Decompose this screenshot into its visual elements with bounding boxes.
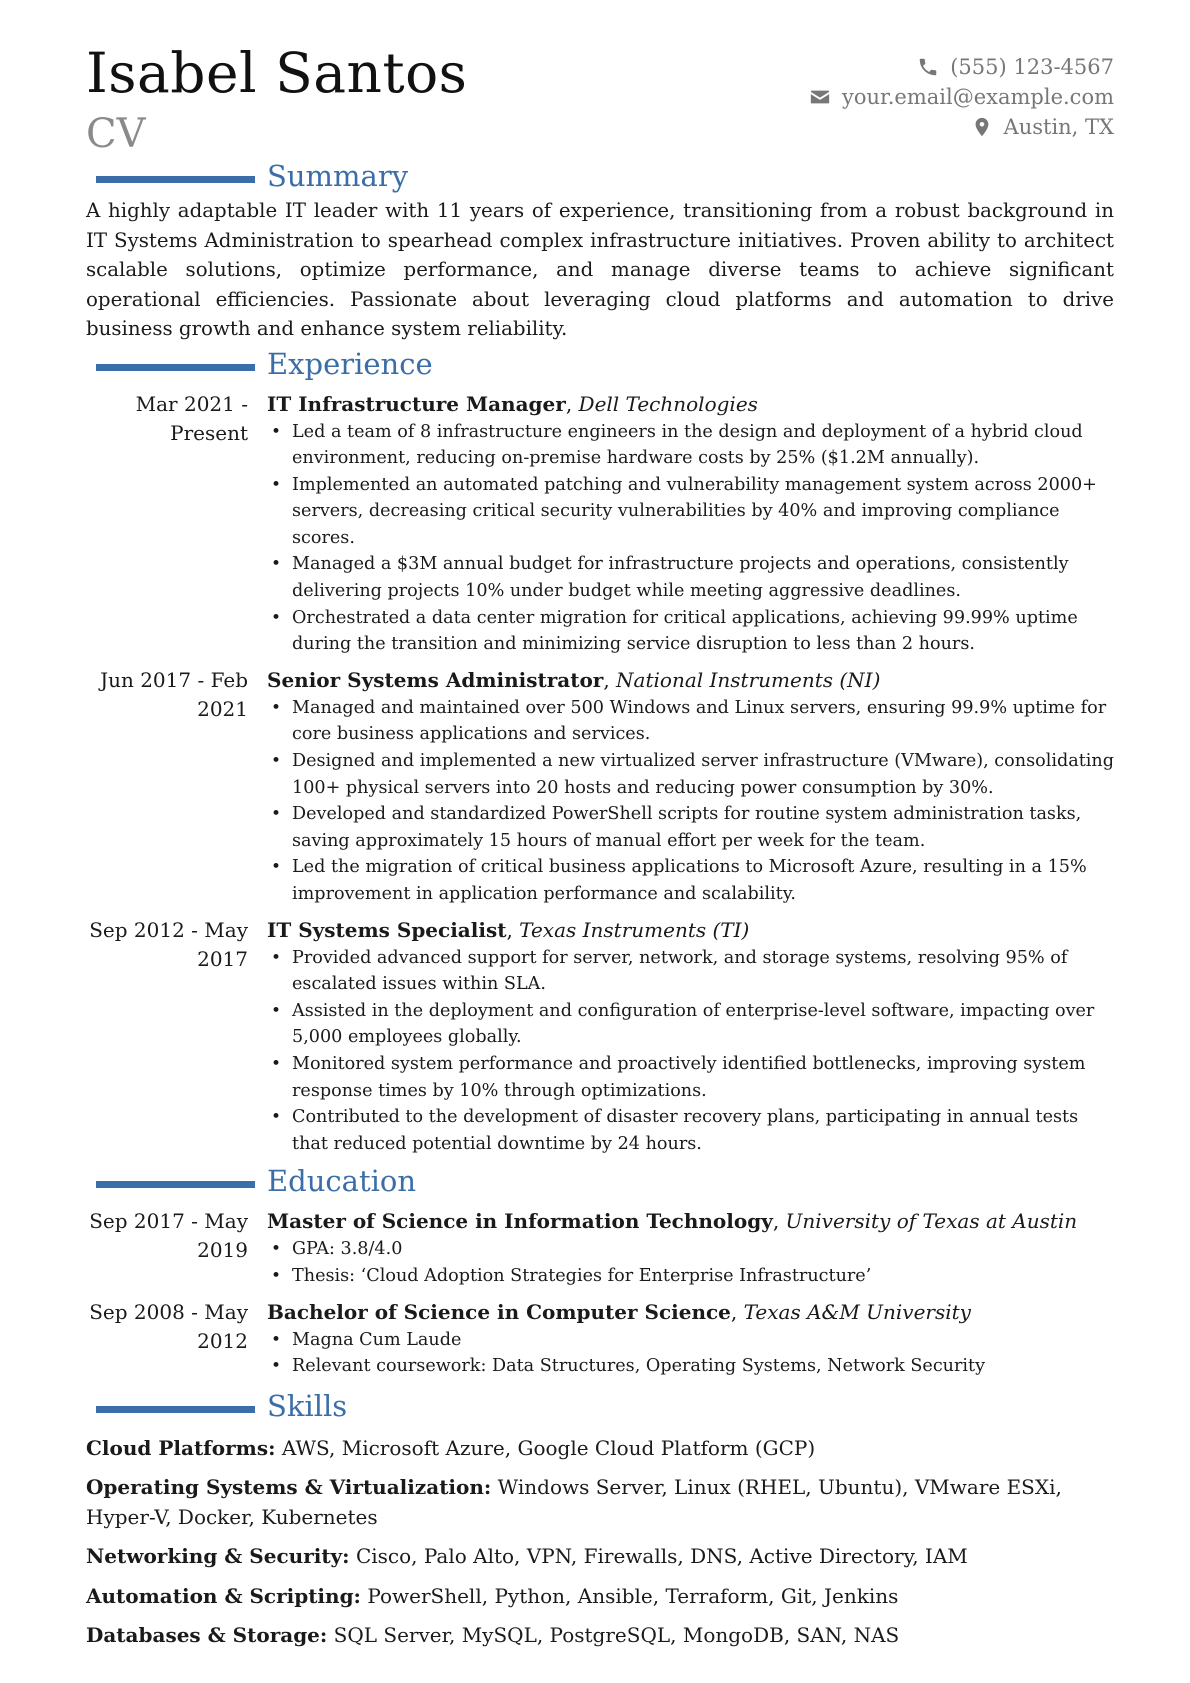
bullet-item: • Monitored system performance and proactively identified bottlenecks, improving system response times by 10% through optimizations. xyxy=(267,1051,1114,1104)
entry-body xyxy=(267,1207,1114,1289)
skill-category: Databases & Storage: xyxy=(86,1623,328,1648)
skill-category: Operating Systems & Virtualization: xyxy=(86,1475,492,1500)
bullet-item: • Managed and maintained over 500 Windows and Linux servers, ensuring 99.9% uptime for core business applications and services. xyxy=(267,695,1114,748)
entry-role: Master of Science in Information Technology xyxy=(267,1209,773,1234)
bullet-item: • Developed and standardized PowerShell scripts for routine system administration tasks, saving approximately 15 hours of manual effort per week for the team. xyxy=(267,801,1114,854)
bullet-item: • Led the migration of critical business applications to Microsoft Azure, resulting in a 15% improvement in application performance and scalability. xyxy=(267,854,1114,907)
entry-organization: University of Texas at Austin xyxy=(785,1209,1078,1234)
skill-values: Cisco, Palo Alto, VPN, Firewalls, DNS, Active Directory, IAM xyxy=(355,1544,968,1569)
skill-category: Networking & Security: xyxy=(86,1544,350,1569)
summary-text: A highly adaptable IT leader with 11 years of experience, transitioning from a robust background in IT Systems Administration to spearhead complex infrastructure initiatives. Proven ability to architect scalable solutions, optimize performance, and manage diverse teams to achieve significant operational efficiencies. Passionate about leveraging cloud platforms and automation to drive business growth and enhance system reliability. xyxy=(86,199,1114,340)
entry-role: Bachelor of Science in Computer Science xyxy=(267,1299,731,1324)
entry-date: Sep 2008 - May 2012 xyxy=(89,1299,248,1353)
bullet-item: • Designed and implemented a new virtualized server infrastructure (VMware), consolidating 100+ physical servers into 20 hosts and reducing power consumption by 30%. xyxy=(267,748,1114,801)
entry-heading: Senior Systems Administrator, National Instruments (NI) xyxy=(267,667,881,692)
bullet-item: • Assisted in the deployment and configuration of enterprise-level software, impacting over 5,000 employees globally. xyxy=(267,998,1114,1051)
bullet-item: • Provided advanced support for server, network, and storage systems, resolving 95% of escalated issues within SLA. xyxy=(267,945,1114,998)
entry-heading: Master of Science in Information Technology, University of Texas at Austin xyxy=(267,1209,1078,1234)
entry-bullets xyxy=(267,695,1114,908)
entry-bullets xyxy=(267,419,1114,658)
bullet-item: • Implemented an automated patching and vulnerability management system across 2000+ servers, decreasing critical security vulnerabilities by 40% and improving compliance scores. xyxy=(267,472,1114,552)
experience-entry xyxy=(86,666,1114,908)
education-entry xyxy=(86,1298,1114,1380)
skill-row xyxy=(86,1434,1114,1464)
bullet-item: • Orchestrated a data center migration for critical applications, achieving 99.99% uptime during the transition and minimizing service disruption to less than 2 hours. xyxy=(267,605,1114,658)
entry-body xyxy=(267,666,1114,908)
skill-row xyxy=(86,1582,1114,1612)
skills-list xyxy=(86,1434,1114,1651)
section-title: Summary xyxy=(267,159,409,193)
entry-role: IT Infrastructure Manager xyxy=(267,391,566,416)
section-title: Experience xyxy=(267,346,433,381)
bullet-item: • Managed a $3M annual budget for infrastructure projects and operations, consistently delivering projects 10% under budget while meeting aggressive deadlines. xyxy=(267,551,1114,604)
skill-values: SQL Server, MySQL, PostgreSQL, MongoDB, SAN, NAS xyxy=(333,1623,900,1648)
phone-icon xyxy=(917,56,939,78)
skill-category: Automation & Scripting: xyxy=(86,1583,361,1608)
skill-category: Cloud Platforms: xyxy=(86,1435,276,1460)
entry-heading: IT Systems Specialist, Texas Instruments (TI) xyxy=(267,917,750,942)
skill-row xyxy=(86,1621,1114,1651)
entry-body xyxy=(267,1298,1114,1380)
contact-email xyxy=(809,82,1114,112)
skill-values: AWS, Microsoft Azure, Google Cloud Platform (GCP) xyxy=(281,1435,816,1460)
entry-heading: IT Infrastructure Manager, Dell Technologies xyxy=(267,391,758,416)
section-rule xyxy=(96,1406,255,1413)
entry-bullets xyxy=(267,1327,1114,1380)
section-experience-header xyxy=(86,346,1114,382)
skill-row xyxy=(86,1473,1114,1532)
section-title: Skills xyxy=(267,1388,348,1423)
entry-organization: Texas A&M University xyxy=(743,1299,971,1324)
bullet-item: • Magna Cum Laude xyxy=(267,1327,1114,1354)
document-type: CV xyxy=(86,111,146,157)
entry-bullets xyxy=(267,1236,1114,1289)
entry-organization: Dell Technologies xyxy=(578,391,758,416)
entry-date: Jun 2017 - Feb 2021 xyxy=(100,667,248,721)
entry-date: Sep 2017 - May 2019 xyxy=(89,1209,248,1263)
entry-body xyxy=(267,916,1114,1158)
section-skills-header xyxy=(86,1388,1114,1424)
bullet-item: • Thesis: ‘Cloud Adoption Strategies for Enterprise Infrastructure’ xyxy=(267,1263,1114,1290)
skill-values: PowerShell, Python, Ansible, Terraform, Git, Jenkins xyxy=(367,1583,899,1608)
section-rule xyxy=(96,364,255,371)
envelope-icon xyxy=(809,86,831,108)
bullet-item: • Relevant coursework: Data Structures, Operating Systems, Network Security xyxy=(267,1353,1114,1380)
entry-organization: National Instruments (NI) xyxy=(616,667,881,692)
bullet-item: • Contributed to the development of disaster recovery plans, participating in annual tests that reduced potential downtime by 24 hours. xyxy=(267,1104,1114,1157)
education-list xyxy=(86,1207,1114,1379)
location-text: Austin, TX xyxy=(1003,115,1114,139)
entry-bullets xyxy=(267,945,1114,1158)
candidate-name: Isabel Santos xyxy=(86,41,468,105)
resume-header xyxy=(86,40,1114,158)
entry-heading: Bachelor of Science in Computer Science, Texas A&M University xyxy=(267,1299,971,1324)
experience-entry xyxy=(86,916,1114,1158)
email-address: your.email@example.com xyxy=(841,85,1114,109)
section-rule xyxy=(96,176,255,183)
skill-row xyxy=(86,1542,1114,1572)
entry-date: Mar 2021 - Present xyxy=(135,391,248,445)
contact-phone xyxy=(809,52,1114,82)
entry-body xyxy=(267,390,1114,658)
bullet-item: • GPA: 3.8/4.0 xyxy=(267,1236,1114,1263)
phone-number: (555) 123-4567 xyxy=(950,55,1114,79)
section-title: Education xyxy=(267,1164,417,1199)
bullet-item: • Led a team of 8 infrastructure engineers in the design and deployment of a hybrid cloud environment, reducing on-premise hardware costs by 25% ($1.2M annually). xyxy=(267,419,1114,472)
contact-info xyxy=(809,52,1114,142)
entry-organization: Texas Instruments (TI) xyxy=(519,917,750,942)
section-summary-header xyxy=(86,158,1114,194)
section-education-header xyxy=(86,1163,1114,1199)
contact-location xyxy=(809,112,1114,142)
education-entry xyxy=(86,1207,1114,1289)
resume-page xyxy=(86,40,1114,1651)
section-rule xyxy=(96,1181,255,1188)
map-marker-icon xyxy=(971,116,993,138)
experience-list xyxy=(86,390,1114,1158)
entry-date: Sep 2012 - May 2017 xyxy=(89,917,248,971)
entry-role: Senior Systems Administrator xyxy=(267,667,604,692)
experience-entry xyxy=(86,390,1114,658)
entry-role: IT Systems Specialist xyxy=(267,917,507,942)
skill-values: Windows Server, Linux (RHEL, Ubuntu), VMware ESXi, Hyper-V, Docker, Kubernetes xyxy=(86,1475,1062,1529)
